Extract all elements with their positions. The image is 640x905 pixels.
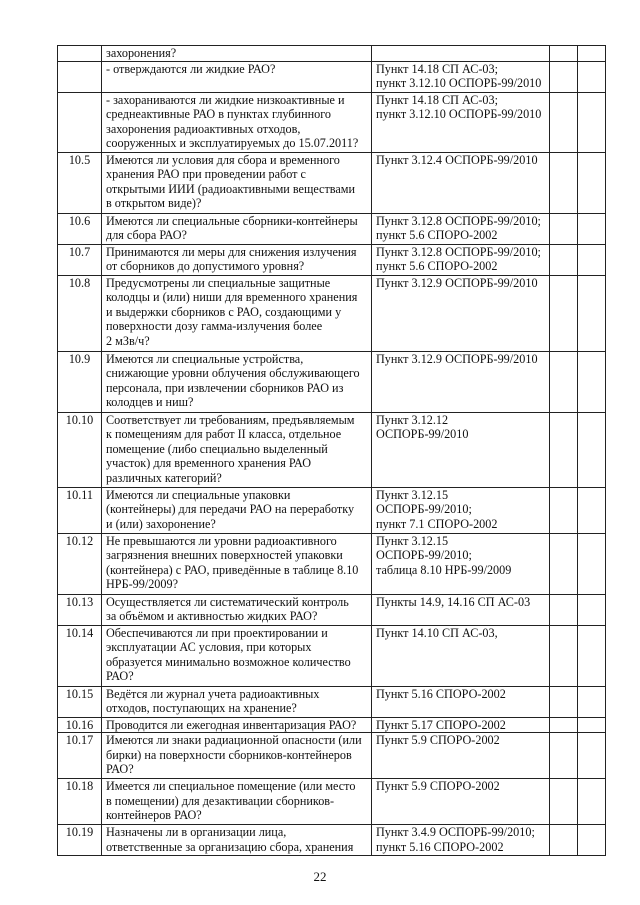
- answer-cell-yes: [550, 275, 578, 351]
- answer-cell-yes: [550, 733, 578, 779]
- question-cell: - захораниваются ли жидкие низкоактивные и среднеактивные РАО в пунктах глубинного захоронения радиоактивных отходов, сооруженных и эксплуатируемых до 15.07.2011?: [102, 92, 372, 152]
- answer-cell-yes: [550, 594, 578, 625]
- reference-cell: Пункт 14.18 СП АС-03; пункт 3.12.10 ОСПОРБ-99/2010: [372, 92, 550, 152]
- table-row: [58, 825, 606, 856]
- answer-cell-no: [578, 825, 606, 856]
- row-number: 10.19: [58, 825, 102, 856]
- reference-cell: Пункт 3.12.8 ОСПОРБ-99/2010; пункт 5.6 СПОРО-2002: [372, 244, 550, 275]
- table-row: [58, 594, 606, 625]
- reference-cell: Пункт 3.4.9 ОСПОРБ-99/2010; пункт 5.16 СПОРО-2002: [372, 825, 550, 856]
- question-cell: захоронения?: [102, 46, 372, 62]
- answer-cell-yes: [550, 46, 578, 62]
- question-cell: Соответствует ли требованиям, предъявляемым к помещениям для работ II класса, отдельное помещение (либо специально выделенный участок) для временного хранения РАО различных категорий?: [102, 412, 372, 487]
- answer-cell-yes: [550, 152, 578, 213]
- answer-cell-yes: [550, 412, 578, 487]
- answer-cell-yes: [550, 533, 578, 594]
- row-number: 10.9: [58, 351, 102, 412]
- answer-cell-no: [578, 686, 606, 717]
- table-row: [58, 244, 606, 275]
- reference-cell: Пункт 5.16 СПОРО-2002: [372, 686, 550, 717]
- table-row: [58, 779, 606, 825]
- question-cell: Имеются ли специальные сборники-контейнеры для сбора РАО?: [102, 213, 372, 244]
- question-cell: - отверждаются ли жидкие РАО?: [102, 61, 372, 92]
- row-number: 10.18: [58, 779, 102, 825]
- page-number: 22: [313, 869, 327, 884]
- reference-cell: Пункт 3.12.9 ОСПОРБ-99/2010: [372, 275, 550, 351]
- question-cell: Назначены ли в организации лица, ответственные за организацию сбора, хранения: [102, 825, 372, 856]
- reference-cell: Пункт 3.12.12 ОСПОРБ-99/2010: [372, 412, 550, 487]
- answer-cell-yes: [550, 717, 578, 733]
- table-row: [58, 717, 606, 733]
- table-row: [58, 351, 606, 412]
- answer-cell-no: [578, 412, 606, 487]
- answer-cell-no: [578, 152, 606, 213]
- reference-cell: Пункт 3.12.8 ОСПОРБ-99/2010; пункт 5.6 СПОРО-2002: [372, 213, 550, 244]
- question-cell: Имеются ли специальные упаковки (контейнеры) для передачи РАО на переработку и (или) захоронение?: [102, 487, 372, 533]
- question-cell: Проводится ли ежегодная инвентаризация РАО?: [102, 717, 372, 733]
- answer-cell-no: [578, 533, 606, 594]
- table-row: [58, 625, 606, 686]
- table-row: [58, 213, 606, 244]
- table-row: [58, 412, 606, 487]
- row-number: [58, 61, 102, 92]
- reference-cell: Пункт 5.9 СПОРО-2002: [372, 733, 550, 779]
- reference-cell: Пункт 5.17 СПОРО-2002: [372, 717, 550, 733]
- reference-cell: Пункт 3.12.15 ОСПОРБ-99/2010; пункт 7.1 СПОРО-2002: [372, 487, 550, 533]
- answer-cell-yes: [550, 213, 578, 244]
- row-number: 10.15: [58, 686, 102, 717]
- answer-cell-yes: [550, 487, 578, 533]
- question-cell: Обеспечиваются ли при проектировании и эксплуатации АС условия, при которых образуется минимально возможное количество РАО?: [102, 625, 372, 686]
- answer-cell-no: [578, 717, 606, 733]
- question-cell: Имеется ли специальное помещение (или место в помещении) для дезактивации сборников- контейнеров РАО?: [102, 779, 372, 825]
- answer-cell-no: [578, 46, 606, 62]
- question-cell: Имеются ли условия для сбора и временного хранения РАО при проведении работ с открытыми ИИИ (радиоактивными веществами в открытом виде)?: [102, 152, 372, 213]
- answer-cell-yes: [550, 625, 578, 686]
- reference-cell: Пункт 14.18 СП АС-03; пункт 3.12.10 ОСПОРБ-99/2010: [372, 61, 550, 92]
- answer-cell-yes: [550, 825, 578, 856]
- reference-cell: Пункт 3.12.15 ОСПОРБ-99/2010; таблица 8.10 НРБ-99/2009: [372, 533, 550, 594]
- question-cell: Предусмотрены ли специальные защитные колодцы и (или) ниши для временного хранения и выдержки сборников с РАО, создающими у поверхности дозу гамма-излучения более 2 мЗв/ч?: [102, 275, 372, 351]
- question-cell: Имеются ли специальные устройства, снижающие уровни облучения обслуживающего персонала, при извлечении сборников РАО из колодцев и ниш?: [102, 351, 372, 412]
- question-cell: Ведётся ли журнал учета радиоактивных отходов, поступающих на хранение?: [102, 686, 372, 717]
- row-number: [58, 46, 102, 62]
- row-number: 10.12: [58, 533, 102, 594]
- question-cell: Осуществляется ли систематический контроль за объёмом и активностью жидких РАО?: [102, 594, 372, 625]
- table-row: [58, 92, 606, 152]
- table-row: [58, 686, 606, 717]
- row-number: 10.10: [58, 412, 102, 487]
- row-number: 10.7: [58, 244, 102, 275]
- row-number: 10.6: [58, 213, 102, 244]
- answer-cell-yes: [550, 686, 578, 717]
- row-number: 10.16: [58, 717, 102, 733]
- question-cell: Не превышаются ли уровни радиоактивного загрязнения внешних поверхностей упаковки (контейнера) с РАО, приведённые в таблице 8.10 НРБ-99/2009?: [102, 533, 372, 594]
- table-row: [58, 152, 606, 213]
- answer-cell-no: [578, 779, 606, 825]
- checklist-table: [57, 45, 606, 856]
- table-row: [58, 275, 606, 351]
- reference-cell: Пункт 3.12.9 ОСПОРБ-99/2010: [372, 351, 550, 412]
- row-number: 10.5: [58, 152, 102, 213]
- answer-cell-no: [578, 351, 606, 412]
- answer-cell-no: [578, 275, 606, 351]
- answer-cell-no: [578, 625, 606, 686]
- answer-cell-no: [578, 244, 606, 275]
- answer-cell-yes: [550, 92, 578, 152]
- reference-cell: Пункт 5.9 СПОРО-2002: [372, 779, 550, 825]
- answer-cell-no: [578, 487, 606, 533]
- reference-cell: [372, 46, 550, 62]
- reference-cell: Пункт 14.10 СП АС-03,: [372, 625, 550, 686]
- answer-cell-no: [578, 92, 606, 152]
- row-number: 10.17: [58, 733, 102, 779]
- row-number: 10.11: [58, 487, 102, 533]
- answer-cell-no: [578, 594, 606, 625]
- answer-cell-yes: [550, 779, 578, 825]
- table-row: [58, 46, 606, 62]
- row-number: 10.14: [58, 625, 102, 686]
- table-row: [58, 487, 606, 533]
- row-number: [58, 92, 102, 152]
- reference-cell: Пункт 3.12.4 ОСПОРБ-99/2010: [372, 152, 550, 213]
- row-number: 10.8: [58, 275, 102, 351]
- answer-cell-yes: [550, 244, 578, 275]
- answer-cell-no: [578, 213, 606, 244]
- reference-cell: Пункты 14.9, 14.16 СП АС-03: [372, 594, 550, 625]
- table-row: [58, 61, 606, 92]
- answer-cell-yes: [550, 351, 578, 412]
- table-row: [58, 733, 606, 779]
- answer-cell-yes: [550, 61, 578, 92]
- question-cell: Имеются ли знаки радиационной опасности (или бирки) на поверхности сборников-контейнеров РАО?: [102, 733, 372, 779]
- row-number: 10.13: [58, 594, 102, 625]
- answer-cell-no: [578, 733, 606, 779]
- question-cell: Принимаются ли меры для снижения излучения от сборников до допустимого уровня?: [102, 244, 372, 275]
- answer-cell-no: [578, 61, 606, 92]
- checklist-body: [58, 46, 606, 856]
- table-row: [58, 533, 606, 594]
